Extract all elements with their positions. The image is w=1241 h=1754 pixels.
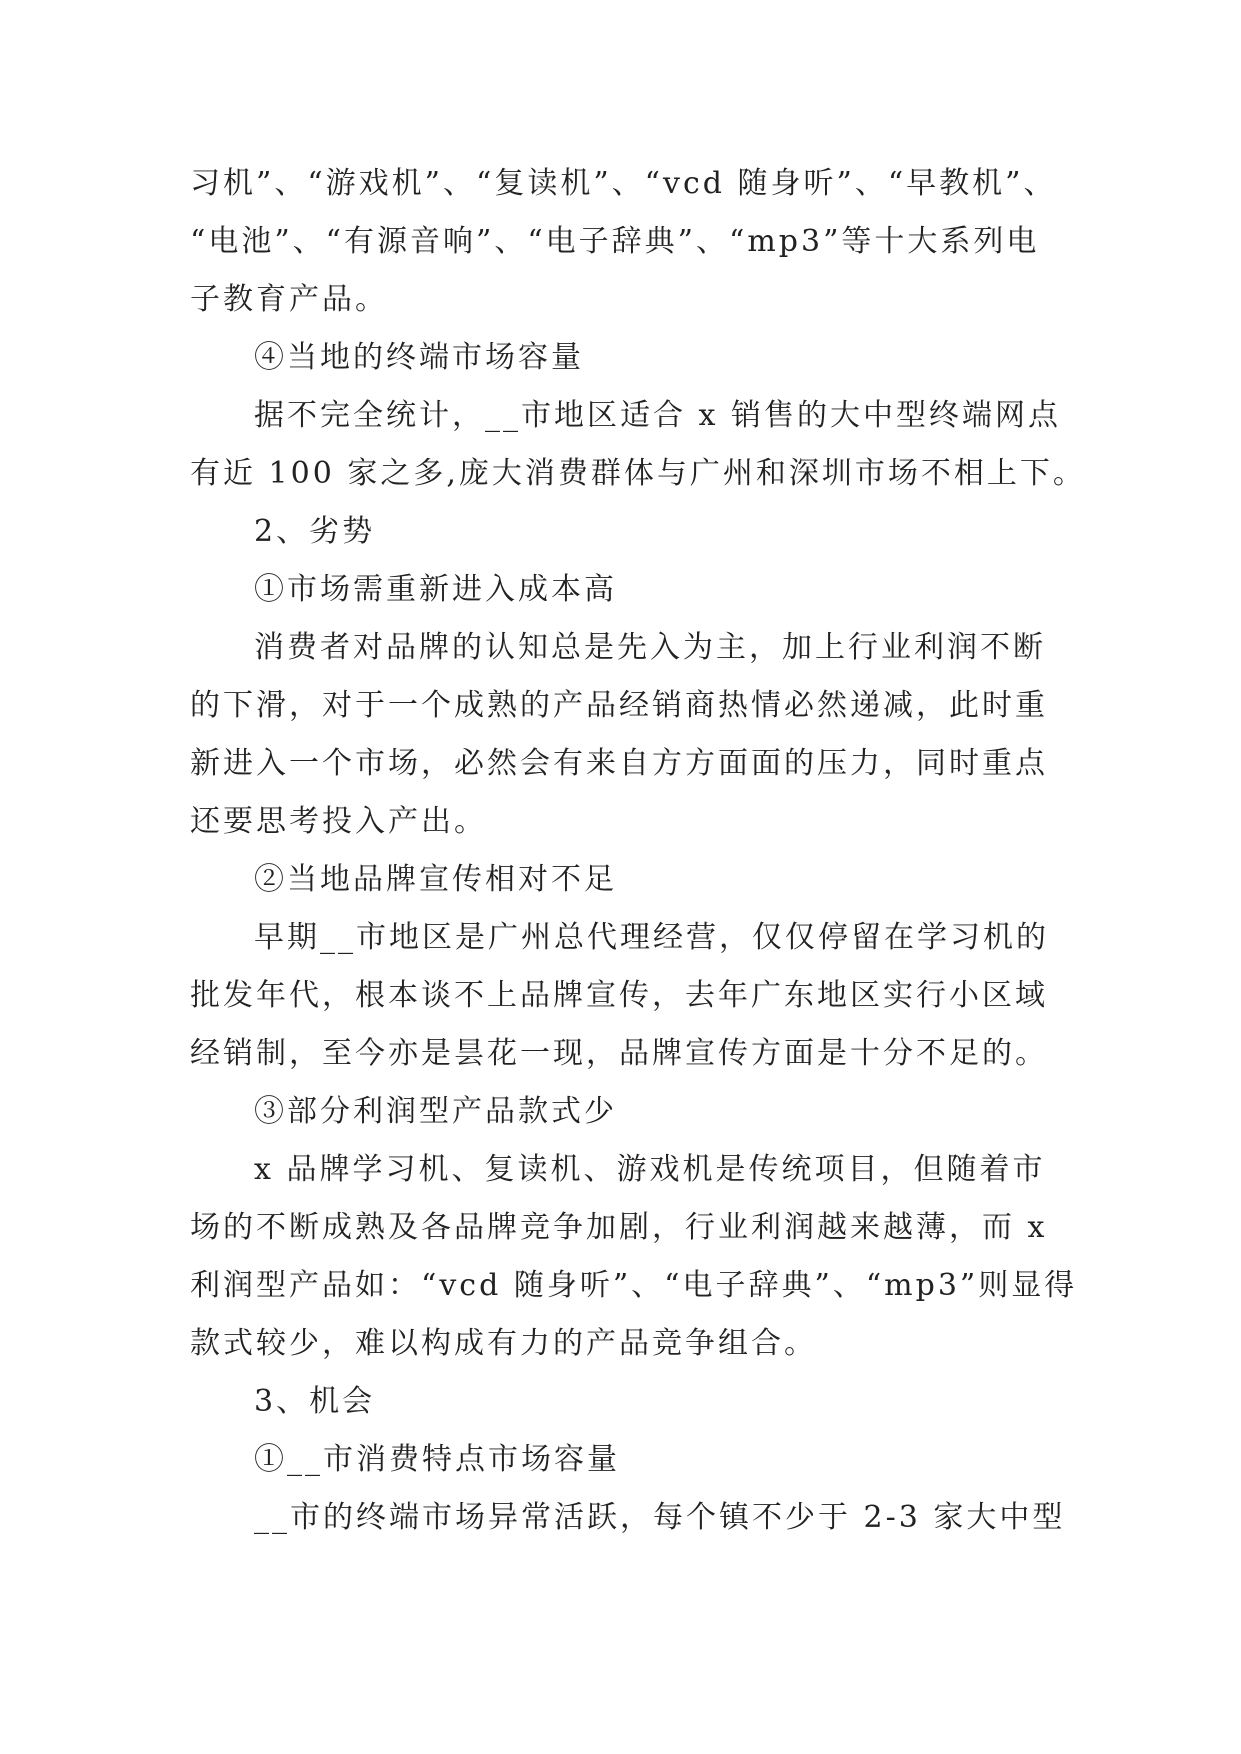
text-line: 还要思考投入产出。 (190, 804, 487, 839)
section-heading-weaknesses (190, 503, 1070, 561)
text-line: __市的终端市场异常活跃，每个镇不少于 2-3 家大中型 (254, 1500, 1066, 1535)
text-line: ②当地品牌宣传相对不足 (254, 862, 617, 897)
text-line: 早期__市地区是广州总代理经营，仅仅停留在学习机的 (254, 920, 1049, 955)
text-line: 消费者对品牌的认知总是先入为主，加上行业利润不断 (254, 630, 1046, 665)
text-line: 经销制，至今亦是昙花一现，品牌宣传方面是十分不足的。 (190, 1036, 1048, 1071)
text-line: 场的不断成熟及各品牌竞争加剧，行业利润越来越薄，而 x (190, 1210, 1048, 1245)
text-line: 2、劣势 (254, 514, 376, 549)
text-line: 据不完全统计，__市地区适合 x 销售的大中型终端网点 (254, 398, 1061, 433)
text-line: 款式较少，难以构成有力的产品竞争组合。 (190, 1326, 817, 1361)
text-line: 批发年代，根本谈不上品牌宣传，去年广东地区实行小区域 (190, 978, 1048, 1013)
paragraph-profit-products (190, 1141, 1078, 1373)
subheading-local-market-capacity (190, 329, 1070, 387)
text-line: ④当地的终端市场容量 (254, 340, 584, 375)
text-line: x 品牌学习机、复读机、游戏机是传统项目，但随着市 (254, 1152, 1046, 1187)
text-line: 新进入一个市场，必然会有来自方方面面的压力，同时重点 (190, 746, 1048, 781)
text-line: 利润型产品如：“vcd 随身听”、“电子辞典”、“mp3”则显得 (190, 1268, 1078, 1303)
paragraph-reentry-cost (190, 619, 1070, 851)
section-heading-opportunities (190, 1373, 1070, 1431)
text-line: 的下滑，对于一个成熟的产品经销商热情必然递减，此时重 (190, 688, 1048, 723)
document-body (190, 155, 1086, 1547)
subheading-reentry-cost (190, 561, 1070, 619)
text-line: ③部分利润型产品款式少 (254, 1094, 617, 1129)
text-line: 子教育产品。 (190, 282, 388, 317)
text-line: ①市场需重新进入成本高 (254, 572, 617, 607)
text-line: 有近 100 家之多,庞大消费群体与广州和深圳市场不相上下。 (190, 456, 1086, 491)
paragraph-product-series (190, 155, 1070, 329)
text-line: “电池”、“有源音响”、“电子辞典”、“mp3”等十大系列电 (190, 224, 1040, 259)
text-line: ①__市消费特点市场容量 (254, 1442, 620, 1477)
text-line: 习机”、“游戏机”、“复读机”、“vcd 随身听”、“早教机”、 (190, 166, 1057, 201)
paragraph-market-statistics (190, 387, 1086, 503)
paragraph-terminal-market (190, 1489, 1070, 1547)
subheading-consumption-features (190, 1431, 1070, 1489)
text-line: 3、机会 (254, 1384, 376, 1419)
subheading-brand-promotion (190, 851, 1070, 909)
subheading-profit-products (190, 1083, 1070, 1141)
paragraph-brand-promotion (190, 909, 1070, 1083)
